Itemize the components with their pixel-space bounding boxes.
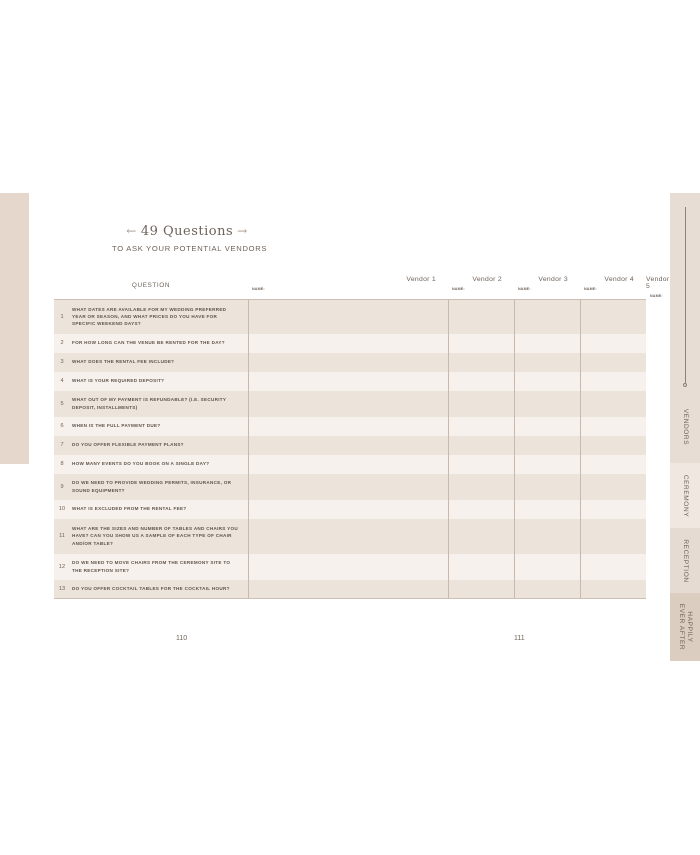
answer-cell[interactable] <box>514 474 580 500</box>
answer-cell[interactable] <box>448 300 514 334</box>
question-number: 4 <box>54 372 70 391</box>
vendor-column-header <box>514 271 580 300</box>
answer-cell[interactable] <box>580 391 646 417</box>
tab-happily-label-line1: HAPPILY <box>686 611 693 643</box>
table-row <box>54 436 646 455</box>
answer-cell[interactable] <box>448 391 514 417</box>
question-text: WHAT DOES THE RENTAL FEE INCLUDE? <box>70 353 248 372</box>
answer-cell[interactable] <box>514 417 580 436</box>
table-row <box>54 372 646 391</box>
table-row <box>54 417 646 436</box>
answer-cell[interactable] <box>514 353 580 372</box>
answer-cell[interactable] <box>248 474 448 500</box>
question-number: 8 <box>54 455 70 474</box>
answer-cell[interactable] <box>580 519 646 554</box>
answer-cell[interactable] <box>580 334 646 353</box>
answer-cell[interactable] <box>448 519 514 554</box>
tab-ceremony[interactable] <box>670 463 700 528</box>
answer-cell[interactable] <box>448 474 514 500</box>
question-number: 2 <box>54 334 70 353</box>
answer-cell[interactable] <box>248 519 448 554</box>
vendor-title: Vendor 2 <box>472 276 502 283</box>
answer-cell[interactable] <box>580 474 646 500</box>
table-row <box>54 300 646 334</box>
vendor-title: Vendor 1 <box>406 276 436 283</box>
question-number: 13 <box>54 580 70 599</box>
vendor-column-header <box>248 271 448 300</box>
answer-cell[interactable] <box>514 500 580 519</box>
answer-cell[interactable] <box>248 580 448 599</box>
question-text: DO YOU OFFER FLEXIBLE PAYMENT PLANS? <box>70 436 248 455</box>
answer-cell[interactable] <box>580 372 646 391</box>
tab-happily-label-line2: EVER AFTER <box>678 603 685 651</box>
vendor-name-label: NAME: <box>584 287 597 291</box>
answer-cell[interactable] <box>448 580 514 599</box>
vendor-name-label: NAME: <box>452 287 465 291</box>
answer-cell[interactable] <box>514 455 580 474</box>
vendor-column-header <box>448 271 514 300</box>
vendor-column-header <box>580 271 646 300</box>
vendor-title: Vendor 5 <box>646 276 670 290</box>
answer-cell[interactable] <box>448 500 514 519</box>
table-row <box>54 580 646 599</box>
answer-cell[interactable] <box>580 554 646 580</box>
answer-cell[interactable] <box>514 580 580 599</box>
answer-cell[interactable] <box>248 455 448 474</box>
table-row <box>54 334 646 353</box>
answer-cell[interactable] <box>448 455 514 474</box>
arrow-left-icon: ← <box>126 224 137 238</box>
vendor-title: Vendor 3 <box>538 276 568 283</box>
table-row <box>54 519 646 554</box>
answer-cell[interactable] <box>514 300 580 334</box>
vendor-name-label: NAME: <box>650 294 663 298</box>
question-text: WHEN IS THE FULL PAYMENT DUE? <box>70 417 248 436</box>
tab-vendors-label: VENDORS <box>682 408 689 446</box>
page-number-right: 111 <box>514 635 525 642</box>
answer-cell[interactable] <box>248 554 448 580</box>
answer-cell[interactable] <box>514 436 580 455</box>
question-text: WHAT OUT OF MY PAYMENT IS REFUNDABLE? (I.E. SECURITY DEPOSIT, INSTALLMENTS) <box>70 391 248 417</box>
question-column-header: QUESTION <box>54 271 248 300</box>
answer-cell[interactable] <box>448 353 514 372</box>
question-number: 11 <box>54 519 70 554</box>
question-number: 5 <box>54 391 70 417</box>
vendor-title: Vendor 4 <box>604 276 634 283</box>
question-text: DO WE NEED TO MOVE CHAIRS FROM THE CEREMONY SITE TO THE RECEPTION SITE? <box>70 554 248 580</box>
answer-cell[interactable] <box>580 436 646 455</box>
answer-cell[interactable] <box>248 391 448 417</box>
answer-cell[interactable] <box>580 300 646 334</box>
answer-cell[interactable] <box>580 353 646 372</box>
answer-cell[interactable] <box>248 334 448 353</box>
question-number: 6 <box>54 417 70 436</box>
answer-cell[interactable] <box>448 436 514 455</box>
tab-happily-ever-after[interactable] <box>670 593 700 661</box>
question-text: WHAT IS EXCLUDED FROM THE RENTAL FEE? <box>70 500 248 519</box>
left-page-edge-tab <box>0 193 29 464</box>
title-block <box>112 222 268 253</box>
vendor-questions-table <box>54 271 670 599</box>
tab-marker-dot <box>683 383 687 387</box>
table-row <box>54 391 646 417</box>
question-text: WHAT DATES ARE AVAILABLE FOR MY WEDDING PREFERRED YEAR OR SEASON, AND WHAT PRICES DO YOU HAVE FOR SPECIFIC WEEKEND DAYS? <box>70 300 248 334</box>
answer-cell[interactable] <box>514 391 580 417</box>
answer-cell[interactable] <box>248 500 448 519</box>
table-header-row <box>54 271 646 300</box>
answer-cell[interactable] <box>580 580 646 599</box>
question-text: WHAT IS YOUR REQUIRED DEPOSIT? <box>70 372 248 391</box>
answer-cell[interactable] <box>580 417 646 436</box>
answer-cell[interactable] <box>248 417 448 436</box>
answer-cell[interactable] <box>248 372 448 391</box>
question-number: 7 <box>54 436 70 455</box>
question-number: 1 <box>54 300 70 334</box>
page-number-left: 110 <box>176 635 188 642</box>
question-text: DO YOU OFFER COCKTAIL TABLES FOR THE COCKTAIL HOUR? <box>70 580 248 599</box>
tab-ceremony-label: CEREMONY <box>682 474 689 517</box>
page-title <box>112 222 262 240</box>
question-text: HOW MANY EVENTS DO YOU BOOK ON A SINGLE DAY? <box>70 455 248 474</box>
question-text: FOR HOW LONG CAN THE VENUE BE RENTED FOR THE DAY? <box>70 334 248 353</box>
section-tabs <box>670 193 700 661</box>
answer-cell[interactable] <box>514 334 580 353</box>
tab-reception[interactable] <box>670 528 700 593</box>
arrow-right-icon: → <box>237 224 248 238</box>
table-row <box>54 554 646 580</box>
vendor-name-label: NAME: <box>252 287 265 291</box>
answer-cell[interactable] <box>448 372 514 391</box>
table-row <box>54 353 646 372</box>
vendor-name-label: NAME: <box>518 287 531 291</box>
tab-vendors[interactable] <box>670 193 700 463</box>
answer-cell[interactable] <box>448 417 514 436</box>
page-title-text: 49 Questions <box>140 223 234 239</box>
answer-cell[interactable] <box>514 372 580 391</box>
answer-cell[interactable] <box>248 353 448 372</box>
question-number: 9 <box>54 474 70 500</box>
answer-cell[interactable] <box>448 554 514 580</box>
table-row <box>54 500 646 519</box>
question-number: 12 <box>54 554 70 580</box>
table-row <box>54 455 646 474</box>
page-subtitle: TO ASK YOUR POTENTIAL VENDORS <box>112 244 268 253</box>
question-text: WHAT ARE THE SIZES AND NUMBER OF TABLES AND CHAIRS YOU HAVE? CAN YOU SHOW US A SAMPLE OF EACH TYPE OF CHAIR AND/OR TABLE? <box>70 519 248 554</box>
tab-reception-label: RECEPTION <box>682 538 689 583</box>
answer-cell[interactable] <box>514 519 580 554</box>
answer-cell[interactable] <box>514 554 580 580</box>
answer-cell[interactable] <box>248 300 448 334</box>
question-number: 3 <box>54 353 70 372</box>
tab-happily-label <box>677 604 693 650</box>
answer-cell[interactable] <box>248 436 448 455</box>
answer-cell[interactable] <box>580 455 646 474</box>
answer-cell[interactable] <box>580 500 646 519</box>
answer-cell[interactable] <box>448 334 514 353</box>
question-text: DO WE NEED TO PROVIDE WEDDING PERMITS, INSURANCE, OR SOUND EQUIPMENT? <box>70 474 248 500</box>
tab-divider-line <box>685 207 686 383</box>
question-number: 10 <box>54 500 70 519</box>
table-row <box>54 474 646 500</box>
